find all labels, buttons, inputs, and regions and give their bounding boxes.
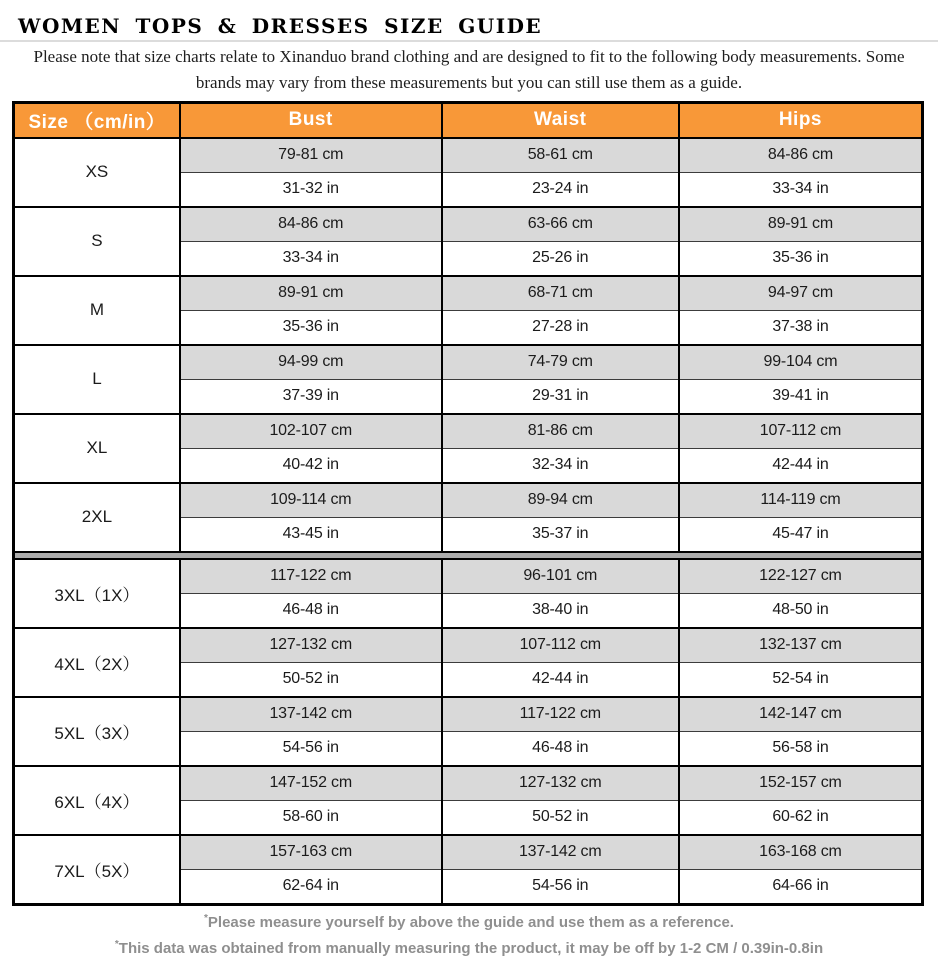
waist-cm-value: 117-122 cm: [442, 697, 679, 732]
waist-in-value: 32-34 in: [442, 448, 679, 483]
size-label: 4XL（2X）: [14, 628, 180, 697]
hips-cm-value: 94-97 cm: [679, 276, 923, 311]
header-row: [14, 102, 923, 138]
header-bust: Bust: [180, 102, 442, 138]
size-label: 7XL（5X）: [14, 835, 180, 905]
waist-in-value: 29-31 in: [442, 379, 679, 414]
hips-cm-value: 84-86 cm: [679, 138, 923, 173]
size-label: M: [14, 276, 180, 345]
hips-in-value: 39-41 in: [679, 379, 923, 414]
waist-in-value: 27-28 in: [442, 310, 679, 345]
waist-cm-value: 58-61 cm: [442, 138, 679, 173]
bust-cm-value: 157-163 cm: [180, 835, 442, 870]
waist-in-value: 38-40 in: [442, 593, 679, 628]
footnote-text: This data was obtained from manually measuring the product, it may be off by 1-2 CM / 0.39in-0.8in: [118, 939, 824, 957]
size-label: S: [14, 207, 180, 276]
waist-in-value: 42-44 in: [442, 662, 679, 697]
waist-cm-value: 96-101 cm: [442, 559, 679, 594]
waist-in-value: 23-24 in: [442, 172, 679, 207]
table-row: [14, 766, 923, 801]
bust-cm-value: 79-81 cm: [180, 138, 442, 173]
table-row: [14, 697, 923, 732]
waist-cm-value: 89-94 cm: [442, 483, 679, 518]
bust-in-value: 62-64 in: [180, 869, 442, 904]
title-divider: [0, 40, 938, 42]
bust-cm-value: 89-91 cm: [180, 276, 442, 311]
footnote-text: Please measure yourself by above the guide and use them as a reference.: [207, 913, 734, 931]
bust-cm-value: 147-152 cm: [180, 766, 442, 801]
header-hips: Hips: [679, 102, 923, 138]
bust-in-value: 35-36 in: [180, 310, 442, 345]
plus-size-divider: [14, 552, 923, 559]
hips-in-value: 35-36 in: [679, 241, 923, 276]
hips-cm-value: 163-168 cm: [679, 835, 923, 870]
size-label: 5XL（3X）: [14, 697, 180, 766]
hips-cm-value: 99-104 cm: [679, 345, 923, 380]
bust-in-value: 43-45 in: [180, 517, 442, 552]
bust-cm-value: 117-122 cm: [180, 559, 442, 594]
hips-in-value: 60-62 in: [679, 800, 923, 835]
bust-in-value: 31-32 in: [180, 172, 442, 207]
size-table-header: [14, 102, 923, 138]
hips-in-value: 56-58 in: [679, 731, 923, 766]
waist-in-value: 46-48 in: [442, 731, 679, 766]
size-table: [12, 101, 924, 906]
table-row: [14, 276, 923, 311]
size-label: L: [14, 345, 180, 414]
bust-cm-value: 102-107 cm: [180, 414, 442, 449]
header-size: Size （cm/in）: [14, 102, 180, 138]
waist-in-value: 50-52 in: [442, 800, 679, 835]
hips-in-value: 42-44 in: [679, 448, 923, 483]
asterisk-mark: *: [204, 912, 208, 924]
waist-in-value: 25-26 in: [442, 241, 679, 276]
page-title: WOMEN TOPS & DRESSES SIZE GUIDE: [18, 14, 543, 38]
bust-in-value: 40-42 in: [180, 448, 442, 483]
size-label: 2XL: [14, 483, 180, 552]
bust-cm-value: 84-86 cm: [180, 207, 442, 242]
hips-in-value: 45-47 in: [679, 517, 923, 552]
bust-in-value: 54-56 in: [180, 731, 442, 766]
size-label: 3XL（1X）: [14, 559, 180, 628]
hips-cm-value: 89-91 cm: [679, 207, 923, 242]
bust-in-value: 46-48 in: [180, 593, 442, 628]
plus-size-divider-band: [14, 552, 923, 559]
asterisk-mark: *: [114, 938, 119, 950]
hips-in-value: 48-50 in: [679, 593, 923, 628]
waist-cm-value: 107-112 cm: [442, 628, 679, 663]
table-row: [14, 345, 923, 380]
bust-cm-value: 127-132 cm: [180, 628, 442, 663]
hips-in-value: 52-54 in: [679, 662, 923, 697]
waist-cm-value: 63-66 cm: [442, 207, 679, 242]
header-waist: Waist: [442, 102, 679, 138]
bust-cm-value: 94-99 cm: [180, 345, 442, 380]
table-row: [14, 414, 923, 449]
table-row: [14, 628, 923, 663]
intro-note: Please note that size charts relate to Xinanduo brand clothing and are designed to fit to the following body measurements. Some brands may vary from these measurements but you can still use them as a guide.: [33, 47, 905, 93]
bust-cm-value: 137-142 cm: [180, 697, 442, 732]
bust-cm-value: 109-114 cm: [180, 483, 442, 518]
size-label: XS: [14, 138, 180, 207]
table-row: [14, 207, 923, 242]
size-label: 6XL（4X）: [14, 766, 180, 835]
footnote-line: [0, 910, 938, 936]
bust-in-value: 58-60 in: [180, 800, 442, 835]
hips-cm-value: 114-119 cm: [679, 483, 923, 518]
hips-cm-value: 152-157 cm: [679, 766, 923, 801]
table-row: [14, 138, 923, 173]
size-table-body: [14, 138, 923, 905]
waist-cm-value: 68-71 cm: [442, 276, 679, 311]
table-row: [14, 835, 923, 870]
hips-cm-value: 142-147 cm: [679, 697, 923, 732]
hips-cm-value: 132-137 cm: [679, 628, 923, 663]
bust-in-value: 33-34 in: [180, 241, 442, 276]
bust-in-value: 37-39 in: [180, 379, 442, 414]
hips-in-value: 37-38 in: [679, 310, 923, 345]
hips-in-value: 33-34 in: [679, 172, 923, 207]
waist-cm-value: 127-132 cm: [442, 766, 679, 801]
table-row: [14, 483, 923, 518]
size-label: XL: [14, 414, 180, 483]
waist-in-value: 54-56 in: [442, 869, 679, 904]
waist-cm-value: 137-142 cm: [442, 835, 679, 870]
footnote-line: [0, 936, 938, 962]
waist-in-value: 35-37 in: [442, 517, 679, 552]
waist-cm-value: 74-79 cm: [442, 345, 679, 380]
hips-cm-value: 122-127 cm: [679, 559, 923, 594]
table-row: [14, 559, 923, 594]
hips-cm-value: 107-112 cm: [679, 414, 923, 449]
footnotes: [0, 910, 938, 962]
hips-in-value: 64-66 in: [679, 869, 923, 904]
bust-in-value: 50-52 in: [180, 662, 442, 697]
waist-cm-value: 81-86 cm: [442, 414, 679, 449]
